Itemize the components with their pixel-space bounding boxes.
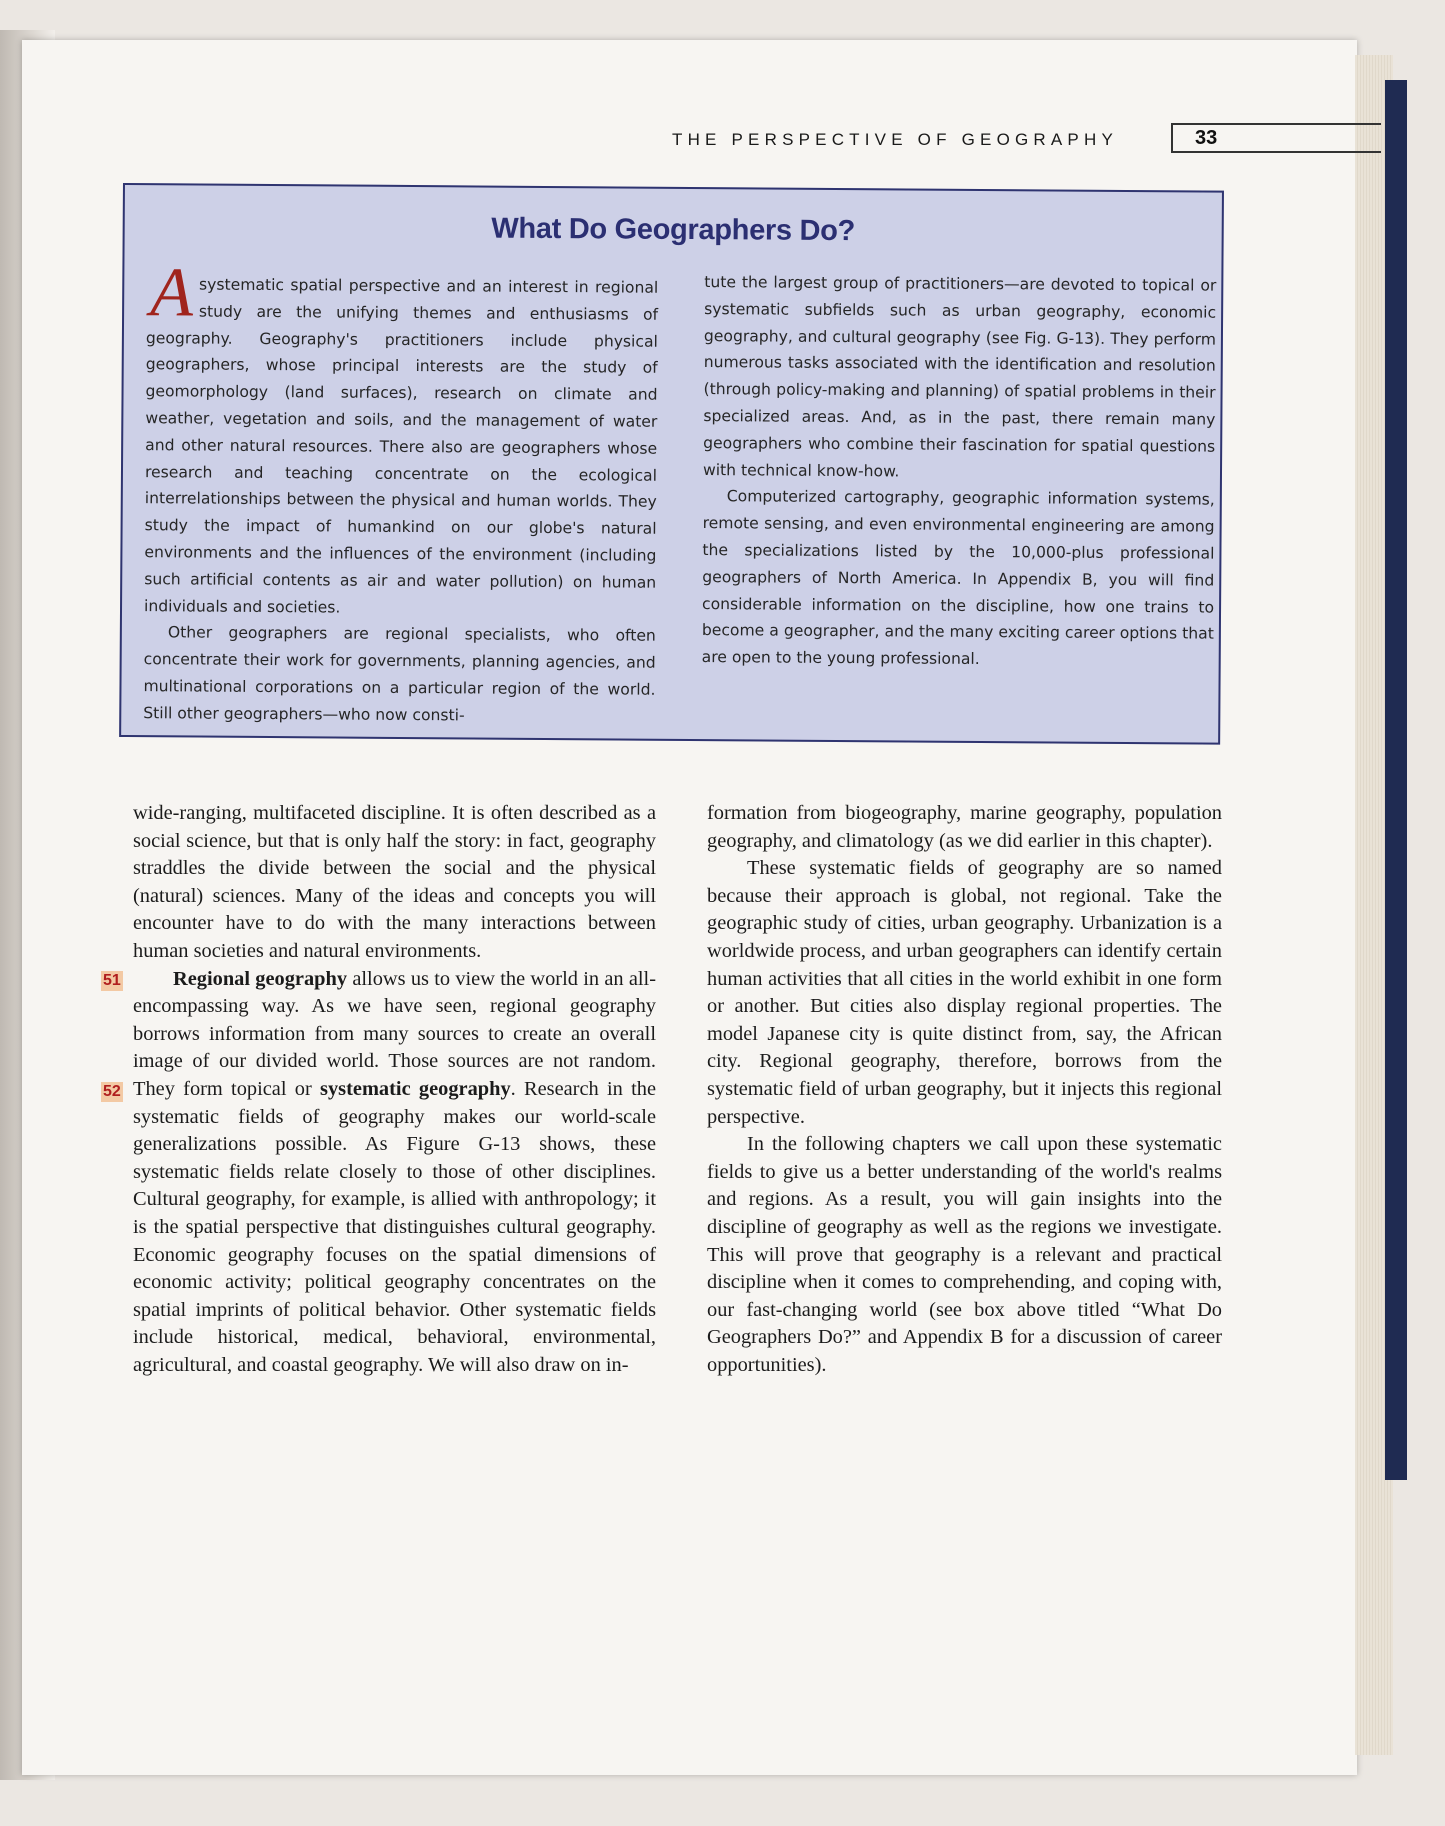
- drop-cap: A: [149, 254, 194, 332]
- body-paragraph: These systematic fields of geography are so named because their approach is global, not regional. Take the geographic study of cities, urban geography. Urbanization is a worldwide process, and urban geographers can identify certain human activities that all cities in the world exhibit in one form or another. But cities also display regional properties. The model Japanese city is quite distinct from, say, the African city. Regional geography, therefore, borrows from the systematic field of urban geography, but it injects this regional perspective.: [707, 857, 1222, 1128]
- margin-marker: 51: [103, 972, 121, 989]
- feature-paragraph: Computerized cartography, geographic information systems, remote sensing, and even environmental engineering are among the specializations listed by the 10,000-plus professional geographers of North America. In Appendix B, you will find considerable information on the discipline, how one trains to become a geographer, and the many exciting career options that are open to the young professional.: [701, 487, 1215, 669]
- key-term: systematic geography: [320, 1077, 511, 1100]
- feature-paragraph: tute the largest group of practitioners—are devoted to topical or systematic subfields such as urban geography, economic geography, and cultural geography (see Fig. G-13). They perform numerous tasks associated with the identification and resolution (through policy-making and planning) of spatial problems in their specialized areas. And, as in the past, there remain many geographers who combine their fascination for spatial questions with technical know-how.: [702, 273, 1217, 481]
- feature-right-column: [702, 269, 1217, 675]
- feature-left-column: [143, 254, 659, 730]
- key-term: Regional geography: [173, 967, 348, 990]
- body-paragraph: wide-ranging, multifaceted discipline. It is often described as a social science, but that is only half the story: in fact, geography straddles the divide between the social and the physical (natural) sciences. Many of the ideas and concepts you will encounter have to do with the many interactions between human societies and natural environments.: [133, 802, 656, 962]
- body-paragraph: formation from biogeography, marine geography, population geography, and climatology (as we did earlier in this chapter).: [707, 802, 1222, 852]
- running-header: THE PERSPECTIVE OF GEOGRAPHY: [672, 130, 1118, 149]
- body-text: allows us to view the world in an all-encompassing way. As we have seen, regional geography borrows information from many sources to create an overall image of our divided world. Those sources are not random. They form topical or: [133, 967, 656, 1100]
- feature-box: [119, 183, 1224, 745]
- feature-paragraph-text: systematic spatial perspective and an interest in regional study are the unifying themes and enthusiasms of geography. Geography's practitioners include physical geographers, whose principal interests are the study of geomorphology (land surfaces), research on climate and weather, vegetation and soils, and the management of water and other natural resources. There also are geographers whose research and teaching concentrate on the ecological interrelationships between the physical and human worlds. They study the impact of humankind on our globe's natural environments and the influences of the environment (including such artificial contents as air and water pollution) on human individuals and societies.: [143, 275, 659, 617]
- body-text: . Research in the systematic fields of geography makes our world-scale generalizations possible. As Figure G-13 shows, these systematic fields relate closely to those of other disciplines. Cultural geography, for example, is allied with anthropology; it is the spatial perspective that distinguishes cultural geography. Economic geography focuses on the spatial dimensions of economic activity; political geography concentrates on the spatial imprints of political behavior. Other systematic fields include historical, medical, behavioral, environmental, agricultural, and coastal geography. We will also draw on in-: [133, 1077, 656, 1376]
- body-paragraph: In the following chapters we call upon these systematic fields to give us a better understanding of the world's realms and regions. As a result, you will gain insights into the discipline of geography as well as the regions we investigate. This will prove that geography is a relevant and practical discipline when it comes to comprehending, and coping with, our fast-changing world (see box above titled “What Do Geographers Do?” and Appendix B for a discussion of career opportunities).: [707, 1133, 1222, 1376]
- body-paragraph: [133, 966, 656, 1380]
- margin-marker: 52: [103, 1083, 121, 1100]
- body-right-column: [707, 800, 1222, 1379]
- feature-paragraph: Other geographers are regional specialists, who often concentrate their work for governments, planning agencies, and multinational corporations on a particular region of the world. Still other geographers—who now consti-: [143, 623, 656, 725]
- feature-paragraph: [143, 254, 659, 623]
- page-number: 33: [1195, 127, 1218, 149]
- body-left-column: [133, 800, 656, 1379]
- book-cover-edge: [1385, 80, 1407, 1480]
- feature-title: What Do Geographers Do?: [491, 212, 856, 248]
